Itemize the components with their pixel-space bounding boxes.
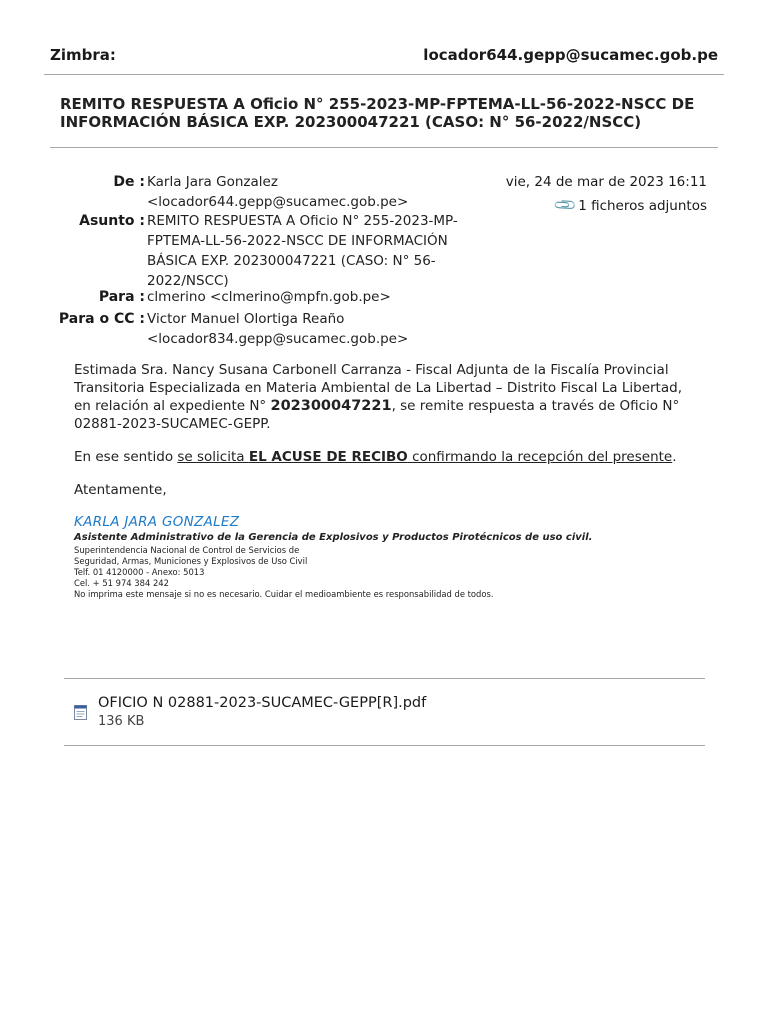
subject-value (147, 211, 458, 291)
to-label: Para : (98, 289, 145, 305)
cc-line: <locador834.gepp@sucamec.gob.pe> (147, 331, 409, 347)
header-divider (44, 74, 724, 75)
from-value (147, 172, 408, 212)
subject-label: Asunto : (79, 213, 145, 229)
attachment-top-divider (64, 678, 705, 679)
body-line: 02881-2023-SUCAMEC-GEPP. (74, 416, 271, 432)
cc-line: Victor Manuel Olortiga Reaño (147, 311, 345, 327)
subject-line: BÁSICA EXP. 202300047221 (CASO: N° 56- (147, 253, 436, 269)
attachment-count[interactable] (551, 192, 708, 218)
signature-name: KARLA JARA GONZALEZ (74, 514, 240, 530)
case-number: 202300047221 (270, 398, 392, 414)
from-line: <locador644.gepp@sucamec.gob.pe> (147, 194, 409, 210)
body-underlined: confirmando la recepción del presente (407, 449, 673, 465)
body-text: . (672, 449, 677, 465)
body-text: en relación al expediente N° (74, 398, 271, 414)
email-subject: REMITO RESPUESTA A Oficio N° 255-2023-MP-FPTEMA-LL-56-2022-NSCC DE INFORMACIÓN BÁSICA EXP. 202300047221 (CASO: N° 56-2022/NSCC) (60, 95, 695, 131)
signature-line: Superintendencia Nacional de Control de Servicios de (74, 545, 300, 555)
from-label: De : (113, 174, 145, 190)
pdf-file-icon (74, 705, 87, 720)
body-paragraph-2 (74, 448, 714, 466)
attachment-count-label: 1 ficheros adjuntos (578, 198, 707, 214)
account-email: locador644.gepp@sucamec.gob.pe (423, 46, 718, 64)
attachment-filename[interactable]: OFICIO N 02881-2023-SUCAMEC-GEPP[R].pdf (98, 695, 427, 711)
email-date: vie, 24 de mar de 2023 16:11 (505, 174, 707, 190)
acknowledge-request: EL ACUSE DE RECIBO (248, 449, 408, 465)
subject-line: FPTEMA-LL-56-2022-NSCC DE INFORMACIÓN (147, 233, 448, 249)
signature-line: Telf. 01 4120000 - Anexo: 5013 (74, 567, 205, 577)
subject-divider (50, 147, 718, 148)
body-line: Transitoria Especializada en Materia Ambiental de La Libertad – Distrito Fiscal La Libertad, (74, 380, 682, 396)
body-line: Estimada Sra. Nancy Susana Carbonell Carranza - Fiscal Adjunta de la Fiscalía Provincial (74, 362, 669, 378)
signature-line: Seguridad, Armas, Municiones y Explosivos de Uso Civil (74, 556, 308, 566)
app-name: Zimbra: (50, 46, 116, 64)
to-line: clmerino <clmerino@mpfn.gob.pe> (147, 289, 391, 305)
subject-line: REMITO RESPUESTA A Oficio N° 255-2023-MP- (147, 213, 458, 229)
signature-line: Cel. + 51 974 384 242 (74, 578, 169, 588)
cc-label: Para o CC : (58, 311, 145, 327)
paperclip-icon: 📎 (551, 192, 578, 218)
from-line: Karla Jara Gonzalez (147, 174, 278, 190)
signature-disclaimer: No imprima este mensaje si no es necesario. Cuidar el medioambiente es responsabilidad de todos. (74, 589, 494, 599)
attachment-bottom-divider (64, 745, 705, 746)
body-text: En ese sentido (74, 449, 178, 465)
subject-line: 2022/NSCC) (147, 273, 229, 289)
signature-role: Asistente Administrativo de la Gerencia de Explosivos y Productos Pirotécnicos de uso civil. (74, 532, 593, 543)
attachment-size: 136 KB (98, 714, 145, 729)
cc-value (147, 309, 408, 349)
closing: Atentamente, (74, 482, 167, 498)
body-text: , se remite respuesta a través de Oficio N° (391, 398, 680, 414)
to-value (147, 287, 391, 307)
body-underlined: se solicita (177, 449, 249, 465)
body-paragraph-1 (74, 361, 714, 433)
body-line (74, 397, 714, 415)
